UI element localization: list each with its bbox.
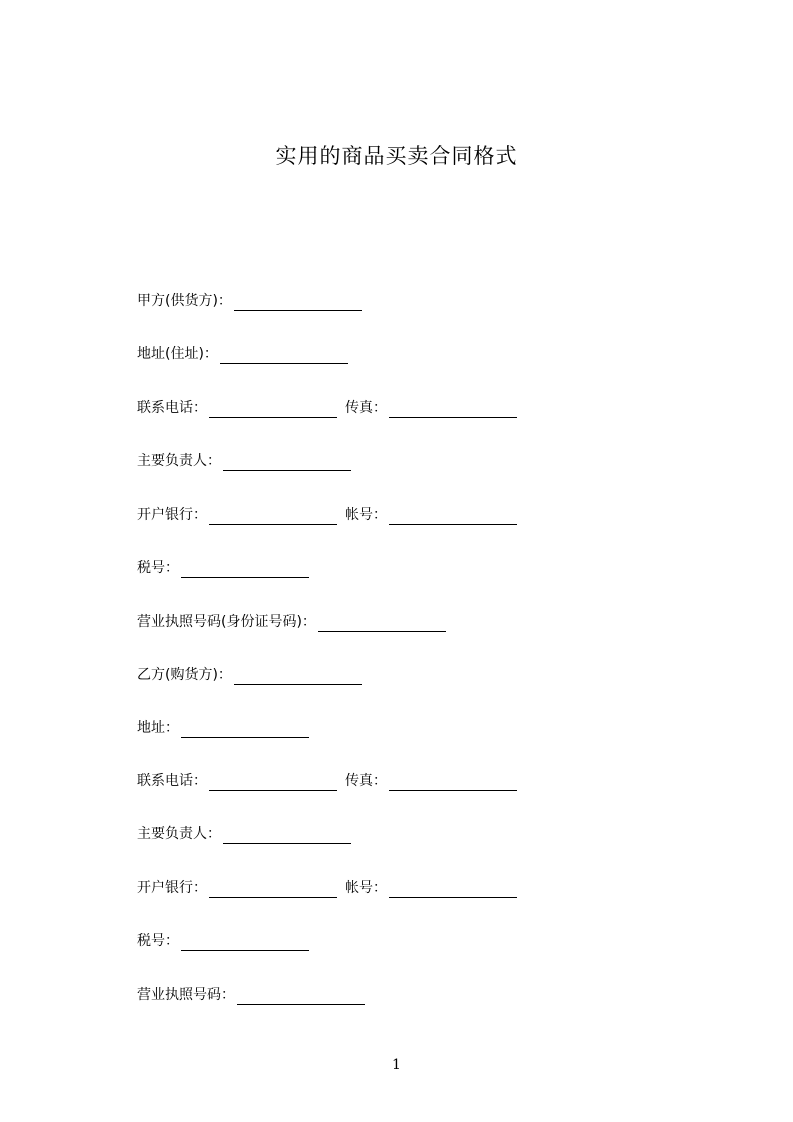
party-b-fax-label: 传真： bbox=[345, 773, 387, 789]
party-b-account-label: 帐号： bbox=[345, 880, 387, 896]
party-b-tax-label: 税号： bbox=[137, 933, 179, 949]
party-b-address-label: 地址： bbox=[137, 720, 179, 736]
party-a-contact-row bbox=[137, 398, 517, 418]
party-b-account-blank[interactable] bbox=[389, 881, 517, 898]
party-a-account-blank[interactable] bbox=[389, 508, 517, 525]
party-a-name-label: 甲方(供货方)： bbox=[137, 293, 232, 309]
party-b-name-row bbox=[137, 665, 362, 685]
party-a-address-blank[interactable] bbox=[220, 347, 348, 364]
party-a-principal-row bbox=[137, 451, 351, 471]
party-b-tax-blank[interactable] bbox=[181, 934, 309, 951]
party-a-license-label: 营业执照号码(身份证号码)： bbox=[137, 614, 316, 630]
party-b-principal-blank[interactable] bbox=[223, 827, 351, 844]
party-b-phone-blank[interactable] bbox=[209, 774, 337, 791]
document-title: 实用的商品买卖合同格式 bbox=[275, 144, 518, 168]
party-b-bank-row bbox=[137, 878, 517, 898]
party-b-address-blank[interactable] bbox=[181, 721, 309, 738]
party-b-license-label: 营业执照号码： bbox=[137, 987, 235, 1003]
page-number: 1 bbox=[392, 1057, 401, 1073]
party-a-tax-label: 税号： bbox=[137, 560, 179, 576]
party-b-principal-label: 主要负责人： bbox=[137, 826, 221, 842]
party-a-name-row bbox=[137, 291, 362, 311]
party-a-bank-label: 开户银行： bbox=[137, 507, 207, 523]
party-a-tax-blank[interactable] bbox=[181, 561, 309, 578]
party-b-name-blank[interactable] bbox=[234, 668, 362, 685]
party-a-license-blank[interactable] bbox=[318, 615, 446, 632]
party-a-bank-row bbox=[137, 505, 517, 525]
party-b-contact-row bbox=[137, 771, 517, 791]
party-b-license-row bbox=[137, 985, 365, 1005]
party-a-bank-blank[interactable] bbox=[209, 508, 337, 525]
party-b-bank-blank[interactable] bbox=[209, 881, 337, 898]
party-a-principal-blank[interactable] bbox=[223, 454, 351, 471]
party-b-principal-row bbox=[137, 824, 351, 844]
party-a-address-label: 地址(住址)： bbox=[137, 346, 218, 362]
party-b-name-label: 乙方(购货方)： bbox=[137, 667, 232, 683]
party-b-license-blank[interactable] bbox=[237, 988, 365, 1005]
party-a-phone-label: 联系电话： bbox=[137, 400, 207, 416]
party-b-phone-label: 联系电话： bbox=[137, 773, 207, 789]
party-b-fax-blank[interactable] bbox=[389, 774, 517, 791]
party-b-tax-row bbox=[137, 931, 309, 951]
party-a-fax-label: 传真： bbox=[345, 400, 387, 416]
party-a-license-row bbox=[137, 612, 446, 632]
party-a-account-label: 帐号： bbox=[345, 507, 387, 523]
party-a-tax-row bbox=[137, 558, 309, 578]
party-a-principal-label: 主要负责人： bbox=[137, 453, 221, 469]
party-b-bank-label: 开户银行： bbox=[137, 880, 207, 896]
party-a-address-row bbox=[137, 344, 348, 364]
party-a-phone-blank[interactable] bbox=[209, 401, 337, 418]
party-a-fax-blank[interactable] bbox=[389, 401, 517, 418]
party-b-address-row bbox=[137, 718, 309, 738]
party-a-name-blank[interactable] bbox=[234, 294, 362, 311]
